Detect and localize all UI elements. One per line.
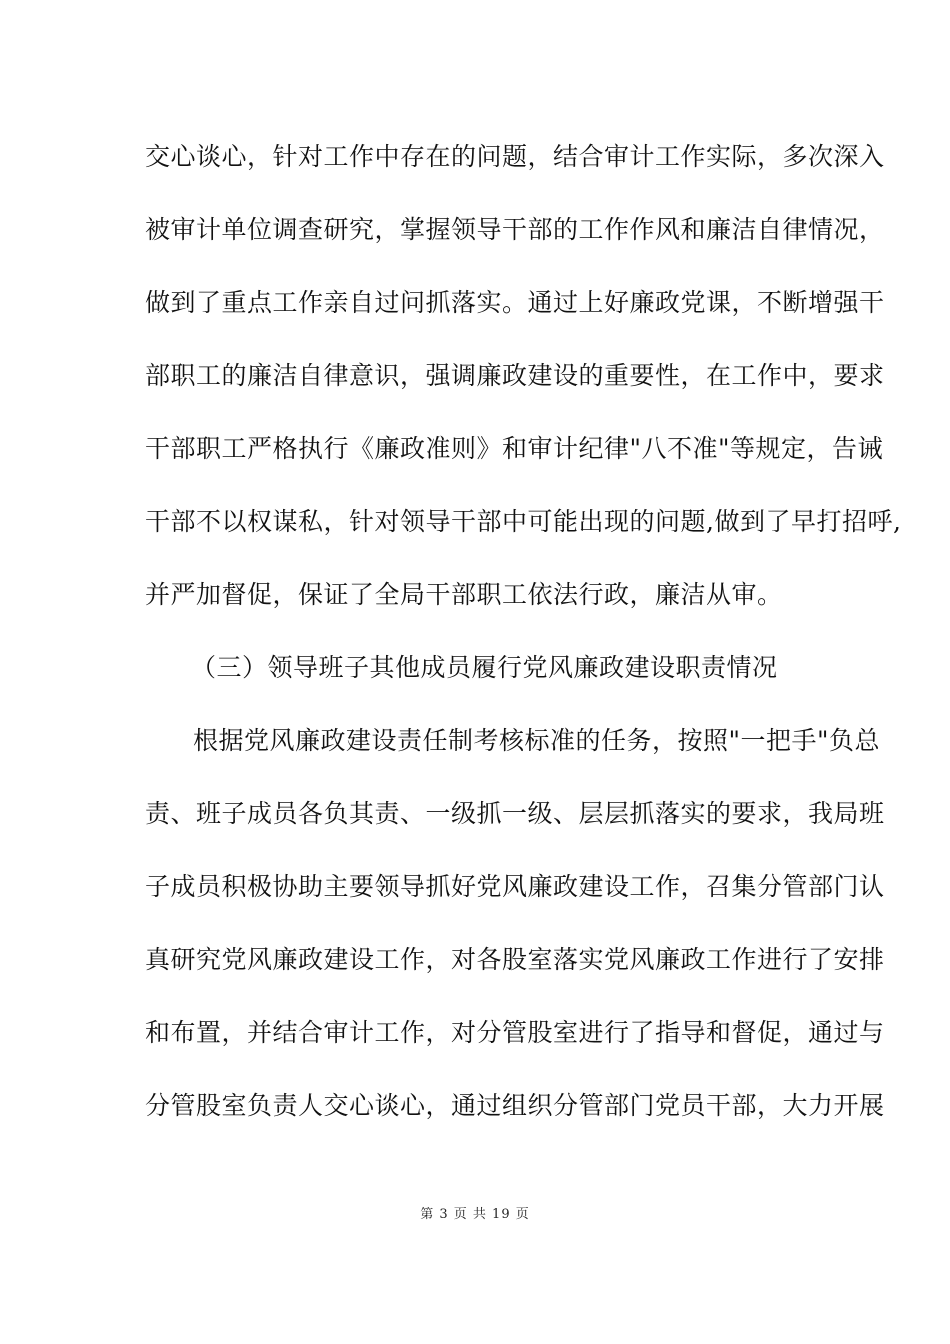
text-line-14: 分管股室负责人交心谈心，通过组织分管部门党员干部，大力开展 — [145, 1091, 885, 1120]
text-line-3: 做到了重点工作亲自过问抓落实。通过上好廉政党课，不断增强干 — [145, 288, 885, 317]
text-line-1: 交心谈心，针对工作中存在的问题，结合审计工作实际，多次深入 — [145, 142, 885, 171]
section-heading: （三）领导班子其他成员履行党风廉政建设职责情况 — [191, 653, 778, 682]
text-line-12: 真研究党风廉政建设工作，对各股室落实党风廉政工作进行了安排 — [145, 945, 885, 974]
text-line-6: 干部不以权谋私，针对领导干部中可能出现的问题,做到了早打招呼, — [145, 507, 902, 536]
page-number-footer: 第 3 页 共 19 页 — [420, 1207, 530, 1222]
text-line-5: 干部职工严格执行《廉政准则》和审计纪律"八不准"等规定，告诫 — [145, 434, 884, 463]
text-line-9: 根据党风廉政建设责任制考核标准的任务，按照"一把手"负总 — [193, 726, 881, 755]
text-line-10: 责、班子成员各负其责、一级抓一级、层层抓落实的要求，我局班 — [145, 799, 885, 828]
text-line-4: 部职工的廉洁自律意识，强调廉政建设的重要性，在工作中，要求 — [145, 361, 885, 390]
text-line-11: 子成员积极协助主要领导抓好党风廉政建设工作，召集分管部门认 — [145, 872, 885, 901]
text-line-13: 和布置，并结合审计工作，对分管股室进行了指导和督促，通过与 — [145, 1018, 885, 1047]
text-line-2: 被审计单位调查研究，掌握领导干部的工作作风和廉洁自律情况， — [145, 215, 885, 244]
text-line-7: 并严加督促，保证了全局干部职工依法行政，廉洁从审。 — [145, 580, 783, 609]
